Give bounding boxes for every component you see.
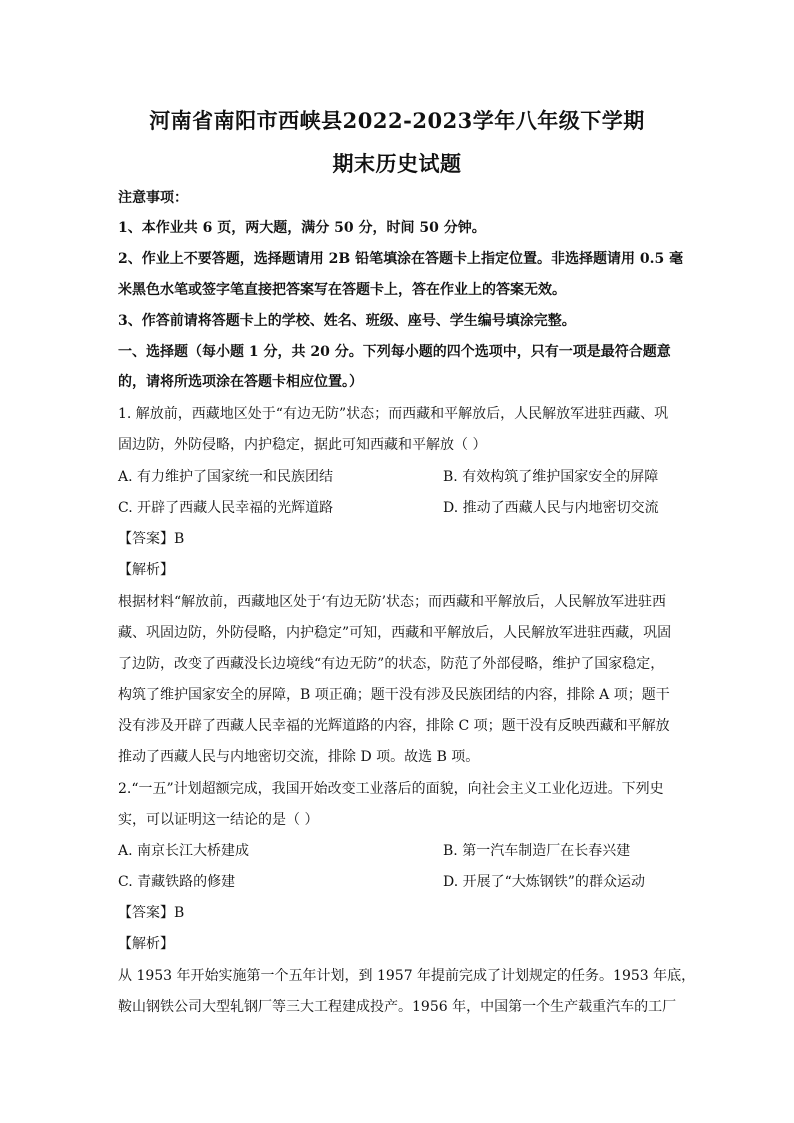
question-1-option-c: C. 开辟了西藏人民幸福的光辉道路 [118,500,334,516]
question-1-option-a: A. 有力维护了国家统一和民族团结 [118,469,334,485]
question-1-analysis-line: 推动了西藏人民与内地密切交流，排除 D 项。故选 B 项。 [118,749,480,765]
question-1-analysis-line: 构筑了维护国家安全的屏障，B 项正确；题干没有涉及民族团结的内容，排除 A 项；题干 [118,687,670,703]
question-2-option-c: C. 青藏铁路的修建 [118,874,236,890]
question-1-stem-line-2: 固边防，外防侵略，内护稳定，据此可知西藏和平解放（ ） [118,437,487,453]
question-2-option-a: A. 南京长江大桥建成 [118,843,250,859]
question-2-stem-line-1: 2.“一五”计划超额完成，我国开始改变工业落后的面貌，向社会主义工业化迈进。下列史 [118,781,664,797]
notes-heading: 注意事项： [118,190,188,206]
notes-item-1: 1、本作业共 6 页，两大题，满分 50 分，时间 50 分钟。 [118,220,486,236]
question-1-option-d: D. 推动了西藏人民与内地密切交流 [443,500,659,516]
section-heading-line-2: 的，请将所选项涂在答题卡相应位置。） [118,374,363,390]
question-1-analysis-line: 没有涉及开辟了西藏人民幸福的光辉道路的内容，排除 C 项；题干没有反映西藏和平解放 [118,718,670,734]
notes-item-2-line-2: 米黑色水笔或签字笔直接把答案写在答题卡上，答在作业上的答案无效。 [118,282,566,298]
question-2-answer: 【答案】B [118,905,185,921]
question-1-answer: 【答案】B [118,531,185,547]
question-1-analysis-label: 【解析】 [118,562,174,578]
question-1-analysis-line: 了边防，改变了西藏没长边境线“有边无防”的状态，防范了外部侵略，维护了国家稳定， [118,656,665,672]
question-2-option-d: D. 开展了“大炼钢铁”的群众运动 [443,874,645,890]
document-title-line-1: 河南省南阳市西峡县2022-2023学年八年级下学期 [149,108,645,133]
notes-item-3: 3、作答前请将答题卡上的学校、姓名、班级、座号、学生编号填涂完整。 [118,313,576,329]
question-1-stem-line-1: 1. 解放前，西藏地区处于“有边无防”状态；而西藏和平解放后，人民解放军进驻西藏、巩 [118,406,669,422]
question-2-option-b: B. 第一汽车制造厂在长春兴建 [443,843,631,859]
question-2-analysis-line: 从 1953 年开始实施第一个五年计划，到 1957 年提前完成了计划规定的任务。1953 年底， [118,968,696,984]
section-heading-line-1: 一、选择题（每小题 1 分，共 20 分。下列每小题的四个选项中，只有一项是最符合题意 [118,344,671,360]
notes-item-2-line-1: 2、作业上不要答题，选择题请用 2B 铅笔填涂在答题卡上指定位置。非选择题请用 0.5 毫 [118,251,684,267]
question-1-analysis-line: 根据材料“解放前，西藏地区处于‘有边无防’状态；而西藏和平解放后，人民解放军进驻西 [118,594,667,610]
question-2-analysis-label: 【解析】 [118,936,174,952]
document-title-line-2: 期末历史试题 [332,151,462,176]
question-2-stem-line-2: 实，可以证明这一结论的是（ ） [118,812,319,828]
question-1-analysis-line: 藏、巩固边防，外防侵略，内护稳定”可知，西藏和平解放后，人民解放军进驻西藏，巩固 [118,625,672,641]
question-2-analysis-line: 鞍山钢铁公司大型轧钢厂等三大工程建成投产。1956 年，中国第一个生产载重汽车的工厂 [118,999,677,1015]
question-1-option-b: B. 有效构筑了维护国家安全的屏障 [443,469,659,485]
